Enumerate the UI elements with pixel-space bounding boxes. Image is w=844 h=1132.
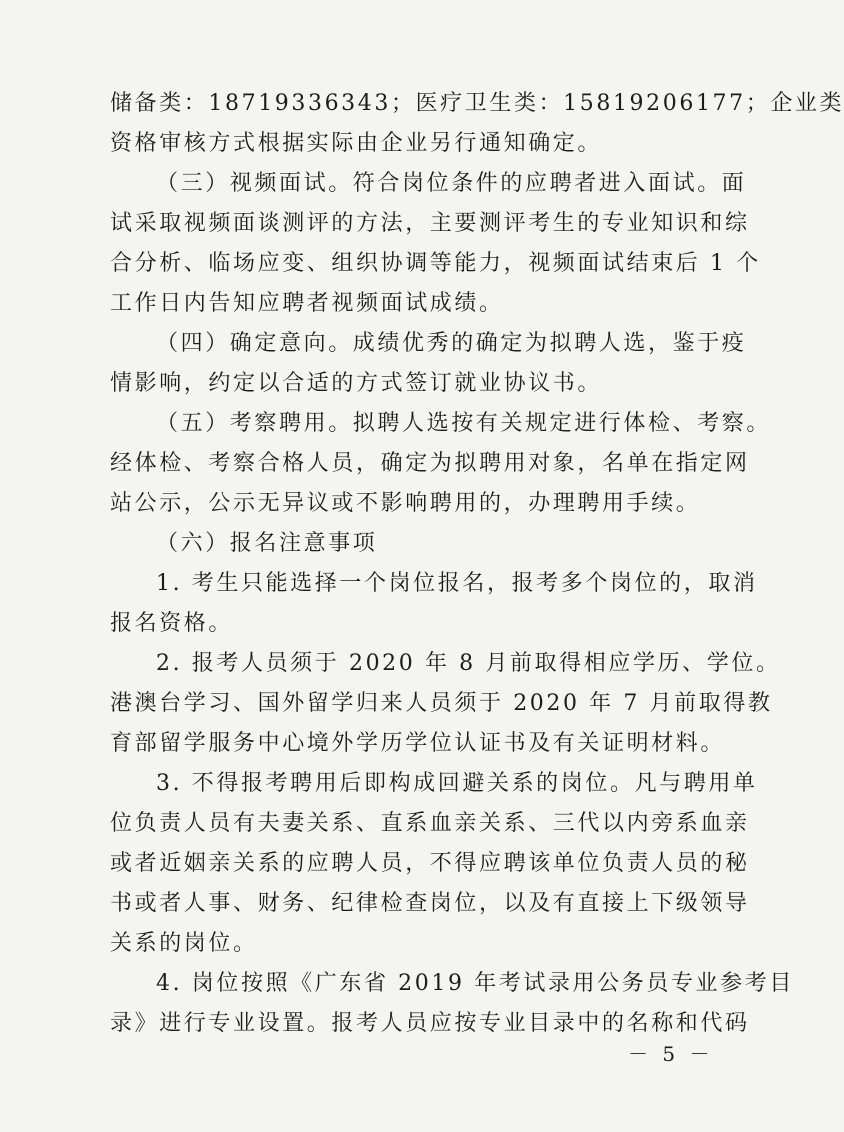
text-line: 育部留学服务中心境外学历学位认证书及有关证明材料。 (110, 731, 726, 756)
page-number: － 5 － (628, 1042, 714, 1066)
section-heading: （六）报名注意事项 (156, 531, 378, 556)
text-line: 情影响，约定以合适的方式签订就业协议书。 (110, 371, 603, 396)
text-line: 试采取视频面谈测评的方法，主要测评考生的专业知识和综 (110, 211, 750, 236)
text-line: 2. 报考人员须于 2020 年 8 月前取得相应学历、学位。 (156, 651, 781, 676)
text-line: 资格审核方式根据实际由企业另行通知确定。 (110, 131, 603, 156)
text-line: 或者近姻亲关系的应聘人员，不得应聘该单位负责人员的秘 (110, 851, 750, 876)
text-line: 站公示，公示无异议或不影响聘用的，办理聘用手续。 (110, 491, 701, 516)
text-line: 经体检、考察合格人员，确定为拟聘用对象，名单在指定网 (110, 451, 750, 476)
text-line: 合分析、临场应变、组织协调等能力，视频面试结束后 1 个 (110, 251, 761, 276)
text-line: 工作日内告知应聘者视频面试成绩。 (110, 291, 504, 316)
text-line: 港澳台学习、国外留学归来人员须于 2020 年 7 月前取得教 (110, 691, 773, 716)
text-line: 位负责人员有夫妻关系、直系血亲关系、三代以内旁系血亲 (110, 811, 750, 836)
text-line: 录》进行专业设置。报考人员应按专业目录中的名称和代码 (110, 1011, 750, 1036)
text-line: （三）视频面试。符合岗位条件的应聘者进入面试。面 (156, 171, 747, 196)
text-line: 1. 考生只能选择一个岗位报名，报考多个岗位的，取消 (156, 571, 758, 596)
text-line: 书或者人事、财务、纪律检查岗位，以及有直接上下级领导 (110, 891, 750, 916)
text-line: （四）确定意向。成绩优秀的确定为拟聘人选，鉴于疫 (156, 331, 747, 356)
text-line: 报名资格。 (110, 611, 234, 636)
text-line: 3. 不得报考聘用后即构成回避关系的岗位。凡与聘用单 (156, 771, 758, 796)
text-line: （五）考察聘用。拟聘人选按有关规定进行体检、考察。 (156, 411, 772, 436)
text-line: 4. 岗位按照《广东省 2019 年考试录用公务员专业参考目 (156, 971, 794, 996)
text-line: 关系的岗位。 (110, 931, 258, 956)
text-line: 储备类：18719336343；医疗卫生类：15819206177；企业类 (110, 91, 844, 116)
